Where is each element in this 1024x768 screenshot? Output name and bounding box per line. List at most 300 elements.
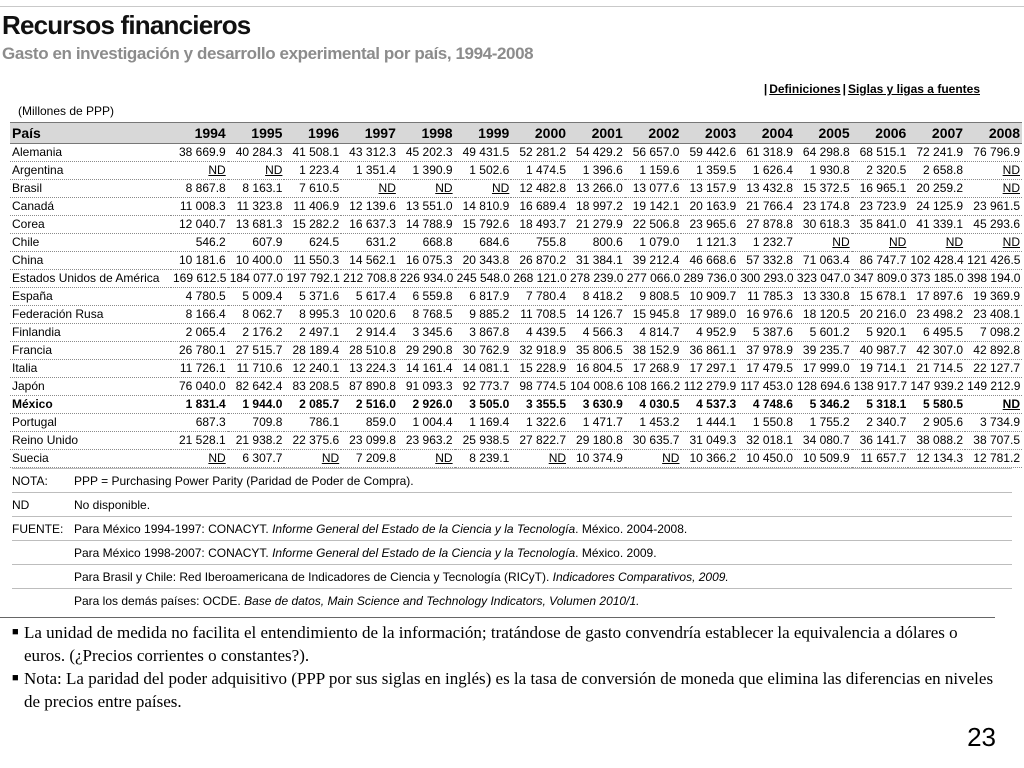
value-cell: 687.3 (171, 414, 228, 432)
column-header-year: 1994 (171, 123, 228, 144)
note-row (12, 588, 1012, 612)
bullet-item (12, 621, 1002, 667)
note-text-part: . México. 2004-2008. (575, 522, 688, 536)
value-cell: 15 372.5 (795, 180, 852, 198)
value-cell: 17 989.0 (681, 306, 738, 324)
value-cell: 21 279.9 (568, 216, 625, 234)
country-cell: Italia (10, 360, 171, 378)
value-cell: 18 493.7 (511, 216, 568, 234)
value-cell: ND (284, 450, 341, 468)
value-cell: 13 681.3 (228, 216, 285, 234)
table-row (10, 324, 1022, 342)
value-cell: 91 093.3 (398, 378, 455, 396)
value-cell: 9 885.2 (455, 306, 512, 324)
value-cell: 277 066.0 (625, 270, 682, 288)
value-cell: 1 831.4 (171, 396, 228, 414)
note-text-part: Para México 1994-1997: CONACYT. (74, 522, 273, 536)
value-cell: 28 189.4 (284, 342, 341, 360)
value-cell: 26 780.1 (171, 342, 228, 360)
value-cell: 8 768.5 (398, 306, 455, 324)
value-cell: 16 075.3 (398, 252, 455, 270)
value-cell: 30 635.7 (625, 432, 682, 450)
note-text (74, 546, 657, 560)
note-text (74, 522, 687, 536)
note-text-part: PPP = Purchasing Power Parity (Paridad de Poder de Compra). (74, 474, 414, 488)
value-cell: 800.6 (568, 234, 625, 252)
value-cell: 23 408.1 (965, 306, 1022, 324)
value-cell: 21 714.5 (908, 360, 965, 378)
value-cell: 4 030.5 (625, 396, 682, 414)
value-cell: 31 049.3 (681, 432, 738, 450)
value-cell: 1 502.6 (455, 162, 512, 180)
value-cell: 23 174.8 (795, 198, 852, 216)
value-cell: 859.0 (341, 414, 398, 432)
value-cell: 4 748.6 (738, 396, 795, 414)
square-bullet-icon: ■ (12, 626, 19, 638)
note-text (74, 498, 150, 512)
value-cell: 17 297.1 (681, 360, 738, 378)
column-header-year: 1997 (341, 123, 398, 144)
value-cell: 8 867.8 (171, 180, 228, 198)
value-cell: 38 669.9 (171, 144, 228, 162)
value-cell: 4 566.3 (568, 324, 625, 342)
value-cell: 1 550.8 (738, 414, 795, 432)
value-cell: ND (455, 180, 512, 198)
value-cell: 684.6 (455, 234, 512, 252)
value-cell: 32 018.1 (738, 432, 795, 450)
value-cell: 13 157.9 (681, 180, 738, 198)
value-cell: 54 429.2 (568, 144, 625, 162)
value-cell: 11 726.1 (171, 360, 228, 378)
value-cell: 12 781.2 (965, 450, 1022, 468)
value-cell: 7 209.8 (341, 450, 398, 468)
value-cell: 1 390.9 (398, 162, 455, 180)
table-row (10, 270, 1022, 288)
bullet-text: Nota: La paridad del poder adquisitivo (PPP por sus siglas en inglés) es la tasa de conversión de moneda que elimina las diferencias en niveles de precios entre países. (24, 669, 994, 711)
country-cell: Canadá (10, 198, 171, 216)
column-header-year: 2002 (625, 123, 682, 144)
value-cell: 373 185.0 (908, 270, 965, 288)
value-cell: 18 120.5 (795, 306, 852, 324)
value-cell: 5 580.5 (908, 396, 965, 414)
value-cell: 83 208.5 (284, 378, 341, 396)
value-cell: 668.8 (398, 234, 455, 252)
value-cell: 32 918.9 (511, 342, 568, 360)
value-cell: 16 689.4 (511, 198, 568, 216)
value-cell: ND (965, 162, 1022, 180)
top-divider (0, 6, 1024, 7)
value-cell: 42 307.0 (908, 342, 965, 360)
value-cell: 12 134.3 (908, 450, 965, 468)
value-cell: 13 551.0 (398, 198, 455, 216)
value-cell: 36 141.7 (852, 432, 909, 450)
value-cell: 1 396.6 (568, 162, 625, 180)
value-cell: 755.8 (511, 234, 568, 252)
note-label: ND (12, 498, 30, 512)
value-cell: ND (795, 234, 852, 252)
value-cell: 76 796.9 (965, 144, 1022, 162)
value-cell: 112 279.9 (681, 378, 738, 396)
value-cell: 92 773.7 (455, 378, 512, 396)
bullet-text: La unidad de medida no facilita el entendimiento de la información; tratándose de gasto convendría establecer la equivalencia a dólares o euros. (¿Precios corrientes o constantes?). (24, 623, 958, 665)
value-cell: 17 897.6 (908, 288, 965, 306)
value-cell: 398 194.0 (965, 270, 1022, 288)
value-cell: 2 085.7 (284, 396, 341, 414)
value-cell: 102 428.4 (908, 252, 965, 270)
value-cell: ND (171, 162, 228, 180)
value-cell: 2 926.0 (398, 396, 455, 414)
value-cell: 10 020.6 (341, 306, 398, 324)
value-cell: 30 618.3 (795, 216, 852, 234)
value-cell: ND (398, 180, 455, 198)
table-row (10, 396, 1022, 414)
value-cell: 7 610.5 (284, 180, 341, 198)
unit-note: (Millones de PPP) (18, 104, 115, 118)
definiciones-link[interactable]: Definiciones (769, 82, 841, 96)
value-cell: 5 346.2 (795, 396, 852, 414)
value-cell: 3 630.9 (568, 396, 625, 414)
value-cell: 21 528.1 (171, 432, 228, 450)
value-cell: 12 040.7 (171, 216, 228, 234)
value-cell: 35 806.5 (568, 342, 625, 360)
value-cell: 11 710.6 (228, 360, 285, 378)
value-cell: 1 474.5 (511, 162, 568, 180)
value-cell: 11 708.5 (511, 306, 568, 324)
value-cell: 61 318.9 (738, 144, 795, 162)
note-row (12, 468, 1012, 492)
value-cell: 11 406.9 (284, 198, 341, 216)
value-cell: 9 808.5 (625, 288, 682, 306)
value-cell: 6 307.7 (228, 450, 285, 468)
value-cell: 2 320.5 (852, 162, 909, 180)
value-cell: ND (965, 396, 1022, 414)
value-cell: 10 374.9 (568, 450, 625, 468)
value-cell: 17 479.5 (738, 360, 795, 378)
country-cell: Estados Unidos de América (10, 270, 171, 288)
value-cell: 11 008.3 (171, 198, 228, 216)
value-cell: 5 387.6 (738, 324, 795, 342)
link-separator: | (763, 82, 768, 96)
value-cell: 104 008.6 (568, 378, 625, 396)
value-cell: 197 792.1 (284, 270, 341, 288)
bullet-item (12, 667, 1002, 713)
note-row (12, 564, 1012, 588)
value-cell: 3 355.5 (511, 396, 568, 414)
value-cell: 19 714.1 (852, 360, 909, 378)
value-cell: 31 384.1 (568, 252, 625, 270)
value-cell: 27 822.7 (511, 432, 568, 450)
value-cell: 10 450.0 (738, 450, 795, 468)
value-cell: 28 510.8 (341, 342, 398, 360)
table-row (10, 144, 1022, 162)
value-cell: 2 658.8 (908, 162, 965, 180)
country-cell: Chile (10, 234, 171, 252)
value-cell: 1 223.4 (284, 162, 341, 180)
country-cell: Brasil (10, 180, 171, 198)
value-cell: 786.1 (284, 414, 341, 432)
value-cell: 5 371.6 (284, 288, 341, 306)
note-text (74, 570, 729, 584)
value-cell: 43 312.3 (341, 144, 398, 162)
value-cell: 11 785.3 (738, 288, 795, 306)
note-row (12, 492, 1012, 516)
table-row (10, 450, 1022, 468)
value-cell: 18 997.2 (568, 198, 625, 216)
value-cell: 27 878.8 (738, 216, 795, 234)
value-cell: 2 914.4 (341, 324, 398, 342)
value-cell: 212 708.8 (341, 270, 398, 288)
value-cell: 14 788.9 (398, 216, 455, 234)
value-cell: 16 976.6 (738, 306, 795, 324)
table-row (10, 432, 1022, 450)
table-row (10, 198, 1022, 216)
value-cell: 4 439.5 (511, 324, 568, 342)
value-cell: ND (228, 162, 285, 180)
value-cell: 1 359.5 (681, 162, 738, 180)
note-text-part: Para México 1998-2007: CONACYT. (74, 546, 273, 560)
value-cell: 121 426.5 (965, 252, 1022, 270)
note-row (12, 516, 1012, 540)
country-cell: Suecia (10, 450, 171, 468)
value-cell: 82 642.4 (228, 378, 285, 396)
country-cell: Portugal (10, 414, 171, 432)
note-text-part: Informe General del Estado de la Ciencia y la Tecnología (272, 546, 576, 560)
value-cell: 1 322.6 (511, 414, 568, 432)
value-cell: ND (511, 450, 568, 468)
value-cell: 10 509.9 (795, 450, 852, 468)
value-cell: 11 657.7 (852, 450, 909, 468)
value-cell: 20 259.2 (908, 180, 965, 198)
value-cell: 36 861.1 (681, 342, 738, 360)
country-cell: Reino Unido (10, 432, 171, 450)
value-cell: 59 442.6 (681, 144, 738, 162)
country-cell: Finlandia (10, 324, 171, 342)
value-cell: 27 515.7 (228, 342, 285, 360)
value-cell: 184 077.0 (228, 270, 285, 288)
value-cell: 149 212.9 (965, 378, 1022, 396)
value-cell: 5 617.4 (341, 288, 398, 306)
column-header-country: País (10, 123, 171, 144)
page-title: Recursos financieros (2, 10, 251, 40)
value-cell: 1 232.7 (738, 234, 795, 252)
value-cell: 46 668.6 (681, 252, 738, 270)
value-cell: 1 930.8 (795, 162, 852, 180)
table-row (10, 306, 1022, 324)
value-cell: 14 562.1 (341, 252, 398, 270)
value-cell: 226 934.0 (398, 270, 455, 288)
column-header-year: 2004 (738, 123, 795, 144)
value-cell: 16 804.5 (568, 360, 625, 378)
value-cell: 20 343.8 (455, 252, 512, 270)
value-cell: 1 121.3 (681, 234, 738, 252)
value-cell: 300 293.0 (738, 270, 795, 288)
value-cell: 13 330.8 (795, 288, 852, 306)
value-cell: 13 077.6 (625, 180, 682, 198)
table-row (10, 414, 1022, 432)
value-cell: 23 961.5 (965, 198, 1022, 216)
value-cell: 29 180.8 (568, 432, 625, 450)
value-cell: 23 963.2 (398, 432, 455, 450)
value-cell: 607.9 (228, 234, 285, 252)
value-cell: 15 792.6 (455, 216, 512, 234)
table-row (10, 360, 1022, 378)
table-row (10, 288, 1022, 306)
value-cell: 6 817.9 (455, 288, 512, 306)
value-cell: 23 099.8 (341, 432, 398, 450)
slide-bullets (12, 621, 1002, 713)
value-cell: 26 870.2 (511, 252, 568, 270)
value-cell: 1 079.0 (625, 234, 682, 252)
value-cell: 10 181.6 (171, 252, 228, 270)
table-row (10, 342, 1022, 360)
value-cell: 57 332.8 (738, 252, 795, 270)
value-cell: 3 345.6 (398, 324, 455, 342)
value-cell: 29 290.8 (398, 342, 455, 360)
value-cell: 7 780.4 (511, 288, 568, 306)
value-cell: 5 920.1 (852, 324, 909, 342)
value-cell: 245 548.0 (455, 270, 512, 288)
value-cell: 87 890.8 (341, 378, 398, 396)
value-cell: 86 747.7 (852, 252, 909, 270)
note-label: FUENTE: (12, 522, 64, 536)
value-cell: 2 905.6 (908, 414, 965, 432)
value-cell: 19 142.1 (625, 198, 682, 216)
column-header-year: 2006 (852, 123, 909, 144)
note-label: NOTA: (12, 474, 48, 488)
value-cell: ND (908, 234, 965, 252)
value-cell: 2 516.0 (341, 396, 398, 414)
value-cell: 15 678.1 (852, 288, 909, 306)
value-cell: 24 125.9 (908, 198, 965, 216)
value-cell: 41 508.1 (284, 144, 341, 162)
note-text-part: No disponible. (74, 498, 151, 512)
value-cell: 2 497.1 (284, 324, 341, 342)
column-header-year: 1998 (398, 123, 455, 144)
column-header-year: 1995 (228, 123, 285, 144)
value-cell: 22 506.8 (625, 216, 682, 234)
value-cell: 268 121.0 (511, 270, 568, 288)
value-cell: 6 495.5 (908, 324, 965, 342)
value-cell: 71 063.4 (795, 252, 852, 270)
value-cell: 10 909.7 (681, 288, 738, 306)
value-cell: 3 867.8 (455, 324, 512, 342)
value-cell: 8 062.7 (228, 306, 285, 324)
value-cell: 2 065.4 (171, 324, 228, 342)
note-text-part: Informe General del Estado de la Ciencia y la Tecnología (272, 522, 576, 536)
siglas-link[interactable]: Siglas y ligas a fuentes (847, 82, 980, 96)
square-bullet-icon: ■ (12, 672, 19, 684)
column-header-year: 2007 (908, 123, 965, 144)
value-cell: 1 626.4 (738, 162, 795, 180)
value-cell: 323 047.0 (795, 270, 852, 288)
column-header-year: 2005 (795, 123, 852, 144)
value-cell: 1 159.6 (625, 162, 682, 180)
value-cell: ND (852, 234, 909, 252)
value-cell: 4 952.9 (681, 324, 738, 342)
value-cell: 10 400.0 (228, 252, 285, 270)
value-cell: ND (965, 180, 1022, 198)
value-cell: 25 938.5 (455, 432, 512, 450)
value-cell: 14 810.9 (455, 198, 512, 216)
value-cell: 5 009.4 (228, 288, 285, 306)
value-cell: 138 917.7 (852, 378, 909, 396)
column-header-year: 2001 (568, 123, 625, 144)
value-cell: 4 814.7 (625, 324, 682, 342)
column-header-year: 1999 (455, 123, 512, 144)
value-cell: ND (341, 180, 398, 198)
value-cell: 5 318.1 (852, 396, 909, 414)
value-cell: 278 239.0 (568, 270, 625, 288)
value-cell: 45 202.3 (398, 144, 455, 162)
value-cell: 20 216.0 (852, 306, 909, 324)
column-header-year: 2000 (511, 123, 568, 144)
value-cell: 117 453.0 (738, 378, 795, 396)
value-cell: 14 081.1 (455, 360, 512, 378)
value-cell: 709.8 (228, 414, 285, 432)
value-cell: 12 482.8 (511, 180, 568, 198)
value-cell: 35 841.0 (852, 216, 909, 234)
country-cell: Francia (10, 342, 171, 360)
value-cell: 39 235.7 (795, 342, 852, 360)
slide-number: 23 (967, 722, 996, 752)
value-cell: 1 004.4 (398, 414, 455, 432)
country-cell: Japón (10, 378, 171, 396)
value-cell: 147 939.2 (908, 378, 965, 396)
table-row (10, 234, 1022, 252)
value-cell: 169 612.5 (171, 270, 228, 288)
value-cell: 2 340.7 (852, 414, 909, 432)
value-cell: 15 282.2 (284, 216, 341, 234)
value-cell: 1 351.4 (341, 162, 398, 180)
value-cell: 37 978.9 (738, 342, 795, 360)
value-cell: 40 284.3 (228, 144, 285, 162)
value-cell: 39 212.4 (625, 252, 682, 270)
country-cell: España (10, 288, 171, 306)
value-cell: 72 241.9 (908, 144, 965, 162)
value-cell: 16 965.1 (852, 180, 909, 198)
value-cell: 1 169.4 (455, 414, 512, 432)
value-cell: 38 707.5 (965, 432, 1022, 450)
note-text (74, 474, 414, 488)
note-text-part: . México. 2009. (575, 546, 657, 560)
value-cell: 22 127.7 (965, 360, 1022, 378)
value-cell: 5 601.2 (795, 324, 852, 342)
value-cell: 1 471.7 (568, 414, 625, 432)
table-notes (12, 468, 1012, 612)
value-cell: 21 938.2 (228, 432, 285, 450)
value-cell: 13 224.3 (341, 360, 398, 378)
value-cell: ND (398, 450, 455, 468)
table-header-row (10, 123, 1022, 144)
country-cell: Federación Rusa (10, 306, 171, 324)
country-cell: Argentina (10, 162, 171, 180)
value-cell: 14 161.4 (398, 360, 455, 378)
table-row (10, 180, 1022, 198)
value-cell: 56 657.0 (625, 144, 682, 162)
link-separator: | (842, 82, 846, 96)
value-cell: ND (171, 450, 228, 468)
value-cell: 21 766.4 (738, 198, 795, 216)
value-cell: 624.5 (284, 234, 341, 252)
note-text-part: Indicadores Comparativos, 2009. (552, 570, 729, 584)
value-cell: 22 375.6 (284, 432, 341, 450)
value-cell: 13 266.0 (568, 180, 625, 198)
value-cell: 30 762.9 (455, 342, 512, 360)
value-cell: 8 995.3 (284, 306, 341, 324)
table-row (10, 378, 1022, 396)
rd-spending-table (10, 122, 1022, 468)
value-cell: 34 080.7 (795, 432, 852, 450)
